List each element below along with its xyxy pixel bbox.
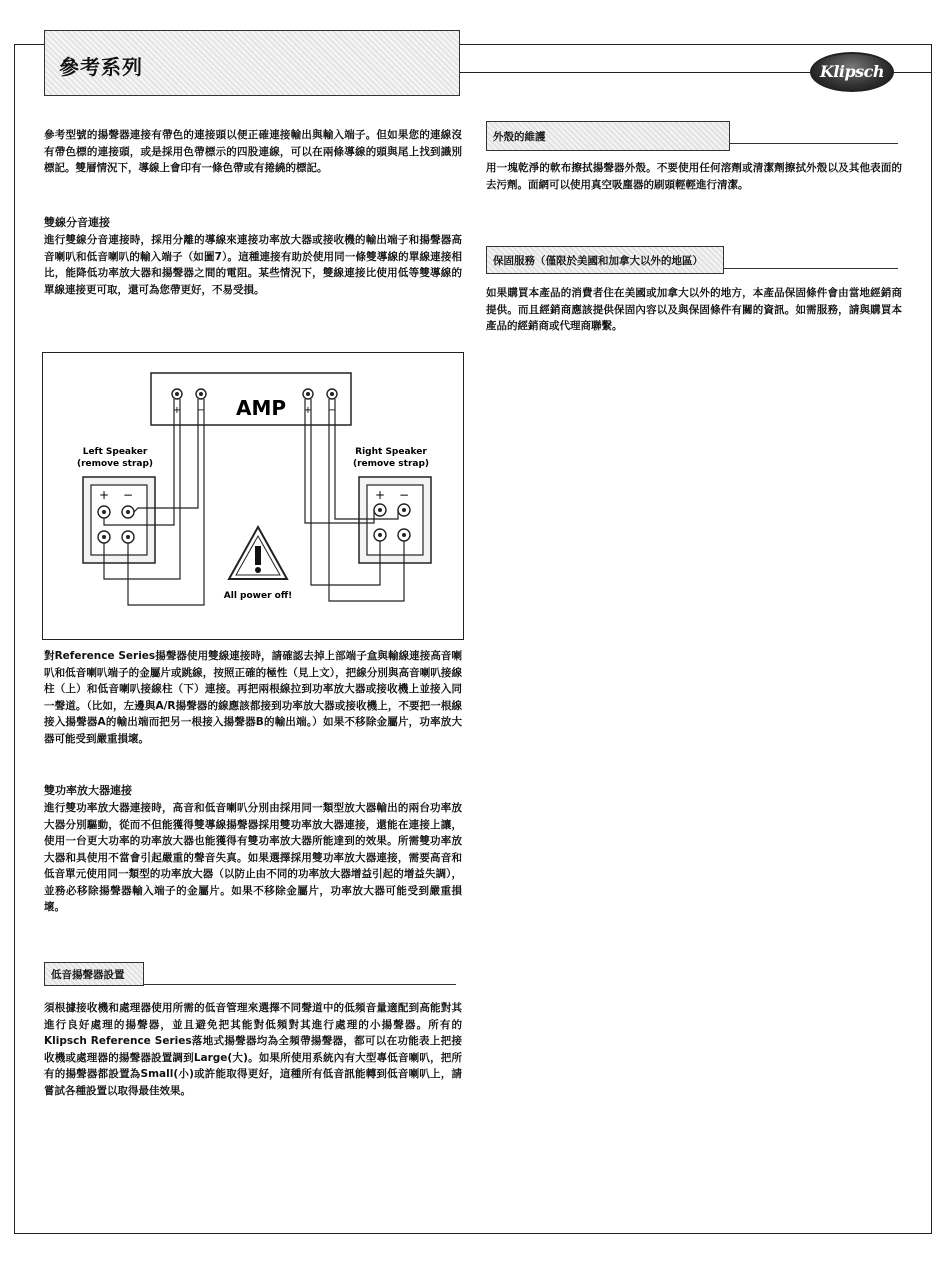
warranty-paragraph: 如果購買本產品的消費者住在美國或加拿大以外的地方，本產品保固條件會由當地經銷商提供。而且經銷商應該提供保固內容以及與保固條件有關的資訊。如需服務，請與購買本產品的經銷商或代理商聯繫。: [486, 287, 902, 332]
cabinet-care-heading-rule: [730, 143, 898, 144]
amp-label: AMP: [235, 396, 287, 420]
subwoofer-paragraph: 須根據接收機和處理器使用所需的低音管理來選擇不同聲道中的低頻音量適配到高能對其進行良好處理的揚聲器，並且避免把其能對低頻對其進行處理的小揚聲器。所有的Klipsch Reference Series落地式揚聲器均為全頻帶揚聲器，都可以在功能表上把接收機或處理器的揚聲器設置調到Large(大)。如果所使用系統內有大型專低音喇叭，把所有的揚聲器都設置為Small(小)或許能取得更好，這種所有低音訊能轉到低音喇叭上，請嘗試各種設置以取得最佳效果。: [44, 1002, 462, 1097]
biwire-instructions-paragraph: 對Reference Series揚聲器使用雙線連接時，請確認去掉上部端子盒與輸線連接高音喇叭和低音喇叭端子的金屬片或跳線，按照正確的極性（見上文），把線分別與高音喇叭接線柱（上）和低音喇叭接線柱（下）連接。再把兩根線拉到功率放大器或接收機上並接入同一聲道。（比如，左邊與A/R揚聲器的線應該都接到功率放大器或接收機上，不要把一根線接入揚聲器A的輸出端而把另一根接入揚聲器B的輸出端。）如果不移除金屬片，功率放大器可能受到嚴重損壞。: [44, 650, 462, 745]
biwire-diagram: [42, 352, 464, 640]
klipsch-logo: [810, 52, 894, 92]
amp-minus-mark-right: −: [327, 405, 337, 416]
warranty-heading-rule: [724, 268, 898, 269]
right-speaker-label: Right Speaker: [355, 447, 427, 457]
warning-label: All power off!: [223, 591, 293, 601]
right-speaker-note: (remove strap): [352, 459, 430, 469]
biamp-heading: 雙功率放大器連接: [44, 784, 132, 797]
left-speaker-note: (remove strap): [76, 459, 154, 469]
subwoofer-heading-box: [44, 962, 144, 986]
warranty-heading-box: [486, 246, 724, 274]
amp-plus-mark-right: +: [303, 405, 313, 416]
intro-paragraph: 參考型號的揚聲器連接有帶色的連接頭以便正確連接輸出與輸入端子。但如果您的連線沒有帶色標的連接頭，或是採用色帶標示的四股連線，可以在兩條導線的頭與尾上找到識別標記。雙層情況下，導線上會印有一條色帶或有捲繞的標記。: [44, 129, 462, 174]
cabinet-care-heading: 外殼的維護: [493, 131, 546, 143]
biwire-heading: 雙線分音連接: [44, 216, 110, 229]
warranty-heading: 保固服務（僅限於美國和加拿大以外的地區）: [493, 255, 703, 267]
warning-triangle-icon: [229, 527, 287, 579]
right-minus-mark: −: [398, 488, 410, 502]
left-minus-mark: −: [122, 488, 134, 502]
wiring-diagram-svg: [43, 353, 462, 638]
left-speaker-terminal-plate: [83, 477, 155, 563]
left-plus-mark: +: [98, 488, 110, 502]
amp-minus-mark-left: −: [196, 405, 206, 416]
logo-text: Klipsch: [819, 62, 885, 81]
page-title: 參考系列: [59, 55, 143, 79]
subwoofer-heading: 低音揚聲器設置: [51, 969, 125, 981]
right-speaker-terminal-plate: [359, 477, 431, 563]
biamp-paragraph: 進行雙功率放大器連接時，高音和低音喇叭分別由採用同一類型放大器輸出的兩台功率放大器分別驅動，從而不但能獲得雙導線揚聲器採用雙功率放大器連接，還能在連接上讓，使用一台更大功率的功率放大器也能獲得有雙功率放大器所能達到的效果。所需雙功率放大器和具使用不當會引起嚴重的聲音失真。如果選擇採用雙功率放大器連接，需要高音和低音單元使用同一類型的功率放大器（以防止由不同的功率放大器增益引起的增益失調），並務必移除揚聲器輸入端子的金屬片。如果不移除金屬片，功率放大器可能受到嚴重損壞。: [44, 802, 462, 913]
header-title-box: [44, 30, 460, 96]
subwoofer-heading-rule: [144, 984, 456, 985]
cabinet-care-paragraph: 用一塊乾淨的軟布擦拭揚聲器外殼。不要使用任何溶劑或清潔劑擦拭外殼以及其他表面的去污劑。面網可以使用真空吸塵器的刷頭輕輕進行清潔。: [486, 162, 902, 191]
amp-plus-mark-left: +: [172, 405, 182, 416]
left-speaker-label: Left Speaker: [82, 447, 148, 457]
biwire-paragraph: 進行雙線分音連接時，採用分離的導線來連接功率放大器或接收機的輸出端子和揚聲器高音喇叭和低音喇叭的輸入端子（如圖7）。這種連接有助於使用同一條雙導線的單線連接相比，能降低功率放大器和揚聲器之間的電阻。某些情況下，雙線連接比使用低等雙導線的單線連接更可取，還可為您帶更好，不易受損。: [44, 234, 462, 296]
cabinet-care-heading-box: [486, 121, 730, 151]
right-plus-mark: +: [374, 488, 386, 502]
